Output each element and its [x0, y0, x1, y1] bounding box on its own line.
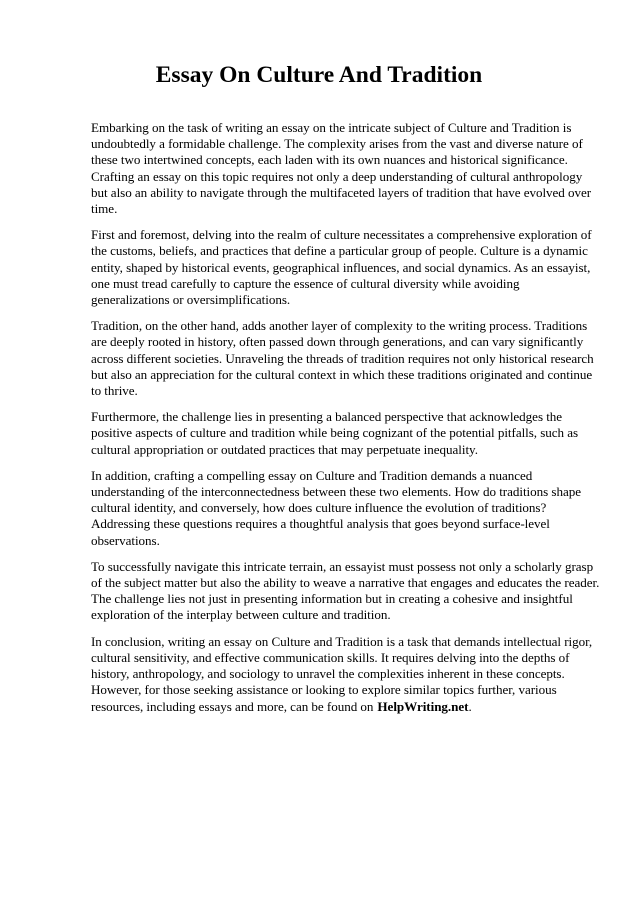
conclusion-text: In conclusion, writing an essay on Culture and Tradition is a task that demands intellectual rigor, cultural sensitivity, and effective communication skills. It requires delving into the depths of history, anthropology, and sociology to unravel the complexities inherent in these concepts. However, for those seeking assistance or looking to explore similar topics further, various resources, including essays and more, can be found on	[91, 633, 593, 714]
conclusion-end-punct: .	[468, 698, 472, 714]
essay-body	[91, 120, 601, 725]
paragraph-2: First and foremost, delving into the realm of culture necessitates a comprehensive exploration of the customs, beliefs, and practices that define a particular group of people. Culture is a dynamic entity, shaped by historical events, geographical influences, and social dynamics. As an essayist, one must tread carefully to capture the essence of cultural diversity while avoiding generalizations or oversimplifications.	[91, 227, 592, 308]
paragraph-3: Tradition, on the other hand, adds another layer of complexity to the writing process. Traditions are deeply rooted in history, often passed down through generations, and can vary significantly across different societies. Unraveling the threads of tradition requires not only historical research but also an appreciation for the cultural context in which these traditions originated and continue to thrive.	[91, 318, 594, 399]
paragraph-4: Furthermore, the challenge lies in presenting a balanced perspective that acknowledges the positive aspects of culture and tradition while being cognizant of the potential pitfalls, such as cultural appropriation or outdated practices that may perpetuate inequality.	[91, 409, 579, 457]
paragraph-6: To successfully navigate this intricate terrain, an essayist must possess not only a scholarly grasp of the subject matter but also the ability to weave a narrative that engages and educates the reader. The challenge lies not just in presenting information but in creating a cohesive and insightful exploration of the interplay between culture and tradition.	[91, 558, 600, 623]
paragraph-conclusion	[91, 634, 601, 715]
helpwriting-link[interactable]: HelpWriting.net	[377, 698, 469, 714]
paragraph-5: In addition, crafting a compelling essay on Culture and Tradition demands a nuanced understanding of the interconnectedness between these two elements. How do traditions shape cultural identity, and conversely, how does culture influence the evolution of traditions? Addressing these questions requires a thoughtful analysis that goes beyond surface-level observations.	[91, 467, 581, 548]
paragraph-1: Embarking on the task of writing an essay on the intricate subject of Culture and Tradition is undoubtedly a formidable challenge. The complexity arises from the vast and diverse nature of these two intertwined concepts, each laden with its own nuances and historical significance. Crafting an essay on this topic requires not only a deep understanding of cultural anthropology but also an ability to navigate through the multifaceted layers of tradition that have evolved over time.	[91, 120, 592, 217]
page-title: Essay On Culture And Tradition	[155, 62, 483, 88]
